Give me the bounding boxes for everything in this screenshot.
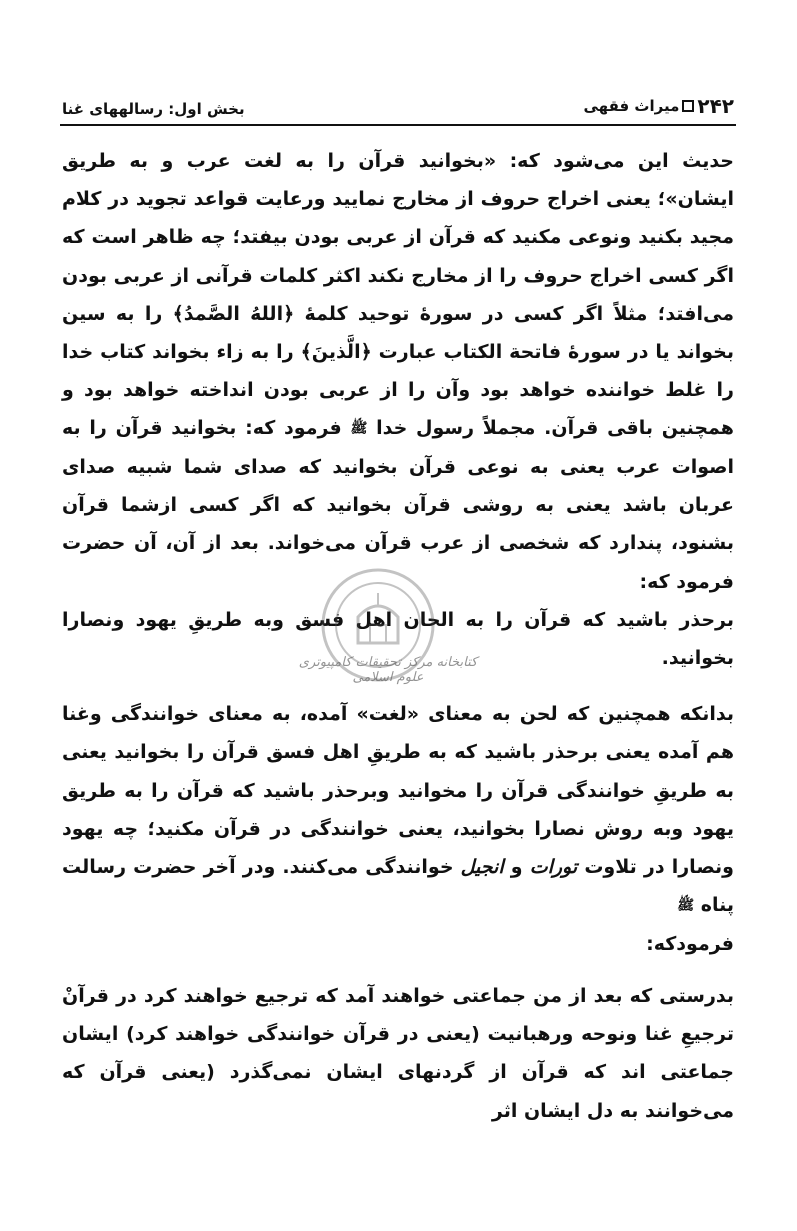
page-number — [584, 94, 735, 118]
paragraph-2: بدانکه همچنین که لحن به معنای «لغت» آمده، به معنای خوانندگی وغنا هم آمده یعنی برحذر باشید که به طریقِ اهل فسق قرآن را بخوانید یعنی به طریقِ خوانندگی قرآن را مخوانید وبرحذر باشید که قرآن را به طریق یهود وبه روش نصارا بخوانید، یعنی خوانندگی در قرآن مکنید؛ چه یهود ونصارا در تلاوت تورات و انجیل خوانندگی می‌کنند. ودر آخر حضرت رسالت پناه ﷺ فرمودکه: — [62, 703, 734, 955]
section-title: بخش اول: رسالههای غنا — [62, 100, 245, 118]
running-header — [62, 84, 734, 118]
page-number-text: ۲۴۲ — [697, 94, 734, 118]
honorific-icon: ﷺ — [677, 897, 695, 914]
quote-1: برحذر باشید که قرآن را به الحان اهل فسق وبه طریقِ یهود ونصارا بخوانید. — [62, 608, 734, 670]
book-title: میراث فقهی — [583, 97, 680, 115]
header-divider — [60, 124, 736, 126]
honorific-icon: ﷺ — [350, 420, 368, 437]
paragraph-1: حدیث این می‌شود که: «بخوانید قرآن را به لغت عرب و به طریق ایشان»؛ یعنی اخراج حروف از مخارج نمایید ورعایت قواعد تجوید در کلام مجید بکنید ونوعی مکنید که قرآن از عربی بودن بیفتد؛ چه ظاهر است که اگر کسی اخراج حروف را از مخارج نکند اکثر کلمات قرآنی از عربی بودن می‌افتد؛ مثلاً اگر کسی در سورهٔ توحید کلمهٔ ﴿اللهُ الصَّمدُ﴾ را به سین بخواند یا در سورهٔ فاتحة الکتاب عبارت ﴿الَّذینَ﴾ را به زاء بخواند کتاب خدا را غلط خواننده خواهد بود وآن را از عربی بودن انداخته خواهد بود و همچنین باقی قرآن. مجملاً رسول خدا ﷺ فرمود که: بخوانید قرآن را به اصوات عرب یعنی به نوعی قرآن بخوانید که صدای شما شبیه صدای عربان باشد یعنی به روشی قرآن بخوانید که اگر کسی ازشما قرآن بشنود، پندارد که شخصی از عرب قرآن می‌خواند. بعد از آن، آن حضرت فرمود که: — [62, 150, 734, 593]
quote-2: بدرستی که بعد از من جماعتی خواهند آمد که ترجیع خواهند کرد در قرآنْ ترجیعِ غنا ونوحه ورهبانیت (یعنی در قرآن خوانندگی خواهند کرد) ایشان جماعتی اند که قرآن از گردنهای ایشان نمی‌گذرد (یعنی قرآن که می‌خوانند به دل ایشان اثر — [62, 985, 734, 1122]
square-ornament-icon — [682, 100, 694, 112]
watermark-text: کتابخانه مرکز تحقیقات کامپیوتری علوم اسلامی — [298, 655, 478, 685]
